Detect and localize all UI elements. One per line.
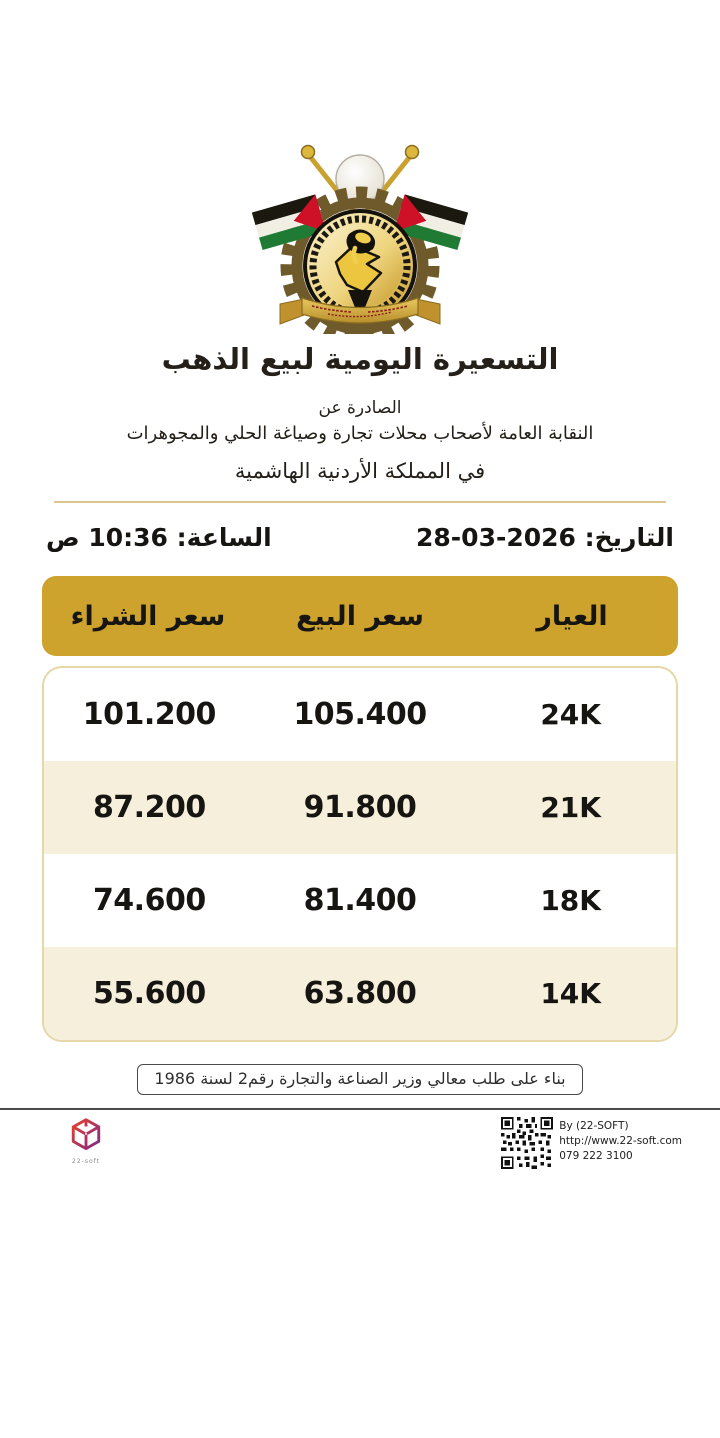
cell-sell: 63.800	[303, 976, 417, 1011]
time-suffix: ص	[46, 523, 80, 552]
cell-buy: 101.200	[82, 697, 216, 732]
price-table-header	[42, 576, 678, 656]
table-row	[44, 761, 676, 854]
header-buy: سعر الشراء	[70, 600, 226, 632]
cell-karat: 24K	[540, 698, 601, 731]
page-title: التسعيرة اليومية لبيع الذهب	[161, 342, 559, 376]
table-row	[44, 854, 676, 947]
footer-phone: 079 222 3100	[559, 1150, 633, 1163]
footer-url: http://www.22-soft.com	[559, 1135, 682, 1148]
time-group	[46, 523, 272, 552]
issued-by-line: الصادرة عن	[318, 398, 402, 418]
footer	[0, 1117, 720, 1169]
syndicate-emblem-icon	[248, 138, 472, 334]
syndicate-logo	[248, 138, 472, 334]
price-table-body	[42, 666, 678, 1042]
company-logo	[56, 1117, 116, 1165]
cell-karat: 21K	[540, 791, 601, 824]
footer-by: By (22-SOFT)	[559, 1120, 629, 1132]
developer-credit	[501, 1117, 682, 1169]
cube-logo-icon	[69, 1117, 103, 1153]
cell-karat: 14K	[540, 977, 601, 1010]
company-logo-caption: 22-soft	[72, 1158, 100, 1165]
qr-code-icon	[501, 1117, 553, 1169]
date-value: 28-03-2026	[416, 523, 576, 552]
cell-karat: 18K	[540, 884, 601, 917]
footer-divider	[0, 1108, 720, 1110]
header-sell: سعر البيع	[296, 600, 424, 632]
cell-buy: 87.200	[92, 790, 206, 825]
price-table	[42, 576, 678, 1042]
gold-divider	[54, 501, 666, 503]
country-line: في المملكة الأردنية الهاشمية	[234, 459, 486, 483]
time-label: الساعة:	[176, 523, 272, 552]
cell-sell: 105.400	[293, 697, 427, 732]
cell-buy: 74.600	[92, 883, 206, 918]
datetime-row	[0, 523, 720, 552]
date-label: التاريخ:	[584, 523, 674, 552]
cell-sell: 91.800	[303, 790, 417, 825]
cell-sell: 81.400	[303, 883, 417, 918]
date-group	[416, 523, 674, 552]
ministerial-note: بناء على طلب معالي وزير الصناعة والتجارة رقم2 لسنة 1986	[137, 1064, 582, 1095]
table-row	[44, 668, 676, 761]
table-row	[44, 947, 676, 1040]
header-karat: العيار	[536, 600, 608, 632]
issuer-line: النقابة العامة لأصحاب محلات تجارة وصياغة الحلي والمجوهرات	[126, 423, 594, 444]
time-value: 10:36	[88, 523, 168, 552]
cell-buy: 55.600	[92, 976, 206, 1011]
